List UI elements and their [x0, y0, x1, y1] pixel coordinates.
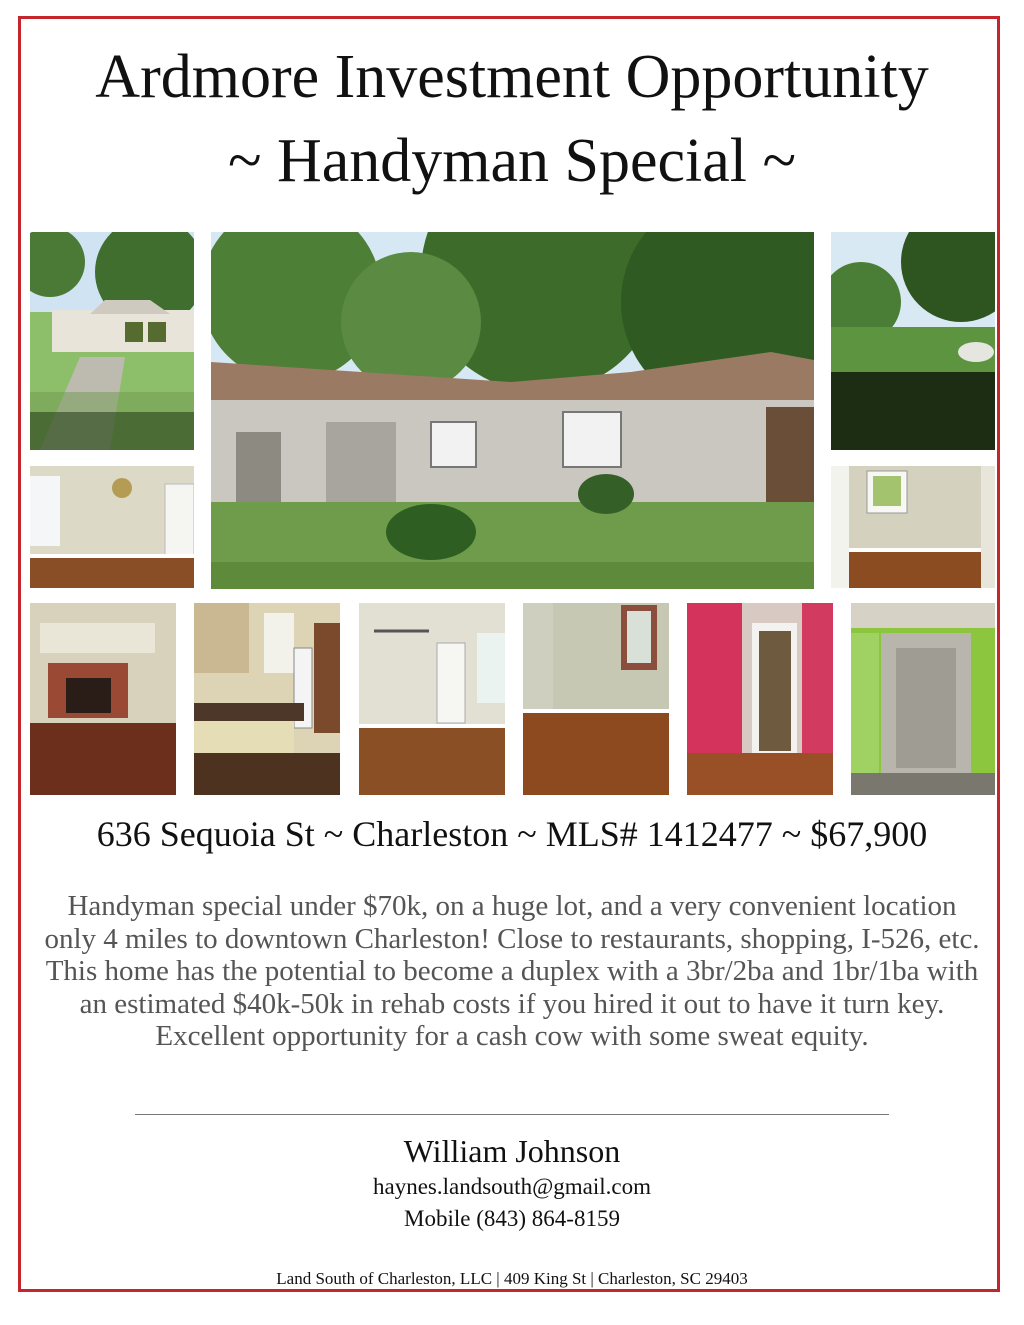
- bathroom-shower-photo: [851, 603, 995, 795]
- dining-room-photo: [30, 466, 194, 588]
- living-room-photo: [359, 603, 505, 795]
- divider: [135, 1114, 889, 1115]
- kitchen-photo: [194, 603, 340, 795]
- exterior-driveway-photo: [30, 232, 194, 450]
- bedroom-photo: [831, 466, 995, 588]
- agent-email[interactable]: haynes.landsouth@gmail.com: [373, 1174, 651, 1199]
- backyard-photo: [831, 232, 995, 450]
- title-line-1: Ardmore Investment Opportunity: [95, 43, 929, 111]
- property-description: Handyman special under $70k, on a huge lot, and a very convenient location only 4 miles to downtown Charleston! Close to restaurants, shopping, I-526, etc. This home has the potential to become a duplex with a 3br/2ba and 1br/1ba with an estimated $40k-50k in rehab costs if you hired it out to have it turn key. Excellent opportunity for a cash cow with some sweat equity.: [44, 890, 980, 1052]
- exterior-front-photo: [211, 232, 814, 589]
- pink-bedroom-photo: [687, 603, 833, 795]
- title-line-2: ~ Handyman Special ~: [227, 127, 797, 195]
- fireplace-room-photo: [30, 603, 176, 795]
- agent-name: William Johnson: [403, 1133, 621, 1169]
- paneled-room-photo: [523, 603, 669, 795]
- address-price-line: 636 Sequoia St ~ Charleston ~ MLS# 1412477 ~ $67,900: [96, 814, 928, 854]
- brokerage-footer: Land South of Charleston, LLC | 409 King St | Charleston, SC 29403: [276, 1269, 748, 1288]
- agent-phone[interactable]: Mobile (843) 864-8159: [404, 1206, 620, 1231]
